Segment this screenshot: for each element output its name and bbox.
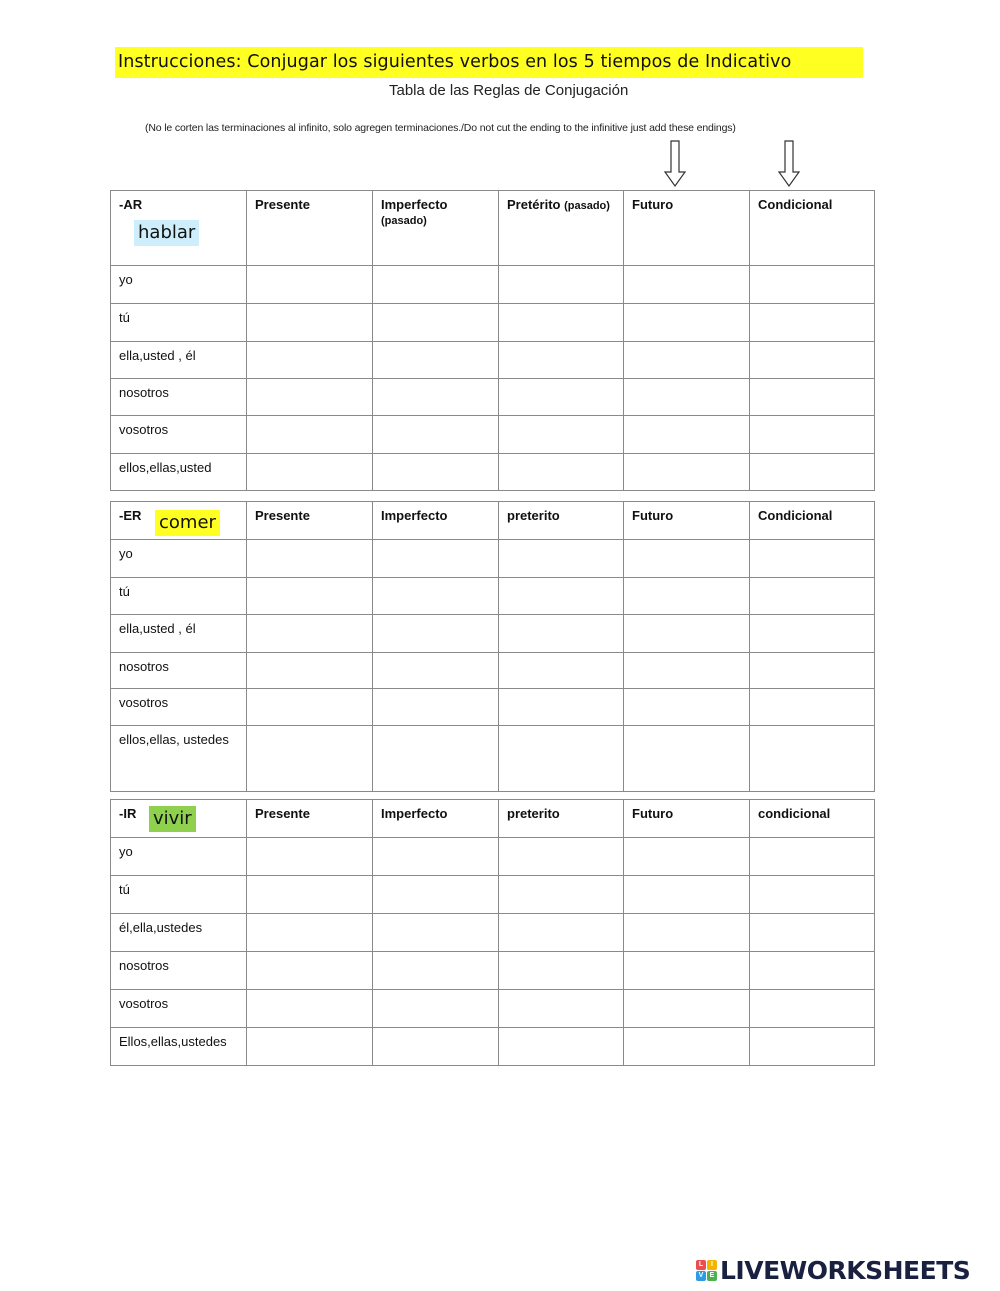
answer-cell[interactable]	[624, 689, 750, 726]
answer-cell[interactable]	[750, 838, 875, 876]
logo-text: LIVEWORKSHEETS	[720, 1255, 971, 1285]
header-futuro: Futuro	[624, 191, 750, 266]
answer-cell[interactable]	[624, 454, 750, 491]
table-row	[111, 454, 875, 491]
answer-cell[interactable]	[373, 342, 499, 379]
answer-cell[interactable]	[624, 615, 750, 653]
answer-cell[interactable]	[624, 952, 750, 990]
answer-cell[interactable]	[750, 615, 875, 653]
answer-cell[interactable]	[750, 342, 875, 379]
answer-cell[interactable]	[373, 304, 499, 342]
answer-cell[interactable]	[624, 726, 750, 792]
pronoun-cell: ella,usted , él	[111, 615, 247, 653]
answer-cell[interactable]	[750, 952, 875, 990]
verb-vivir: vivir	[149, 806, 196, 832]
answer-cell[interactable]	[624, 914, 750, 952]
answer-cell[interactable]	[624, 266, 750, 304]
answer-cell[interactable]	[499, 653, 624, 689]
answer-cell[interactable]	[247, 914, 373, 952]
table-row	[111, 876, 875, 914]
answer-cell[interactable]	[750, 304, 875, 342]
table-row	[111, 838, 875, 876]
answer-cell[interactable]	[624, 876, 750, 914]
answer-cell[interactable]	[247, 1028, 373, 1066]
answer-cell[interactable]	[247, 416, 373, 454]
answer-cell[interactable]	[499, 952, 624, 990]
page-subtitle: Tabla de las Reglas de Conjugación	[389, 82, 629, 99]
pronoun-cell: yo	[111, 838, 247, 876]
pronoun-cell: yo	[111, 540, 247, 578]
answer-cell[interactable]	[624, 540, 750, 578]
table-row	[111, 304, 875, 342]
answer-cell[interactable]	[247, 689, 373, 726]
header-preterito: Pretérito (pasado)	[499, 191, 624, 266]
pronoun-cell: él,ella,ustedes	[111, 914, 247, 952]
answer-cell[interactable]	[247, 304, 373, 342]
pronoun-cell: nosotros	[111, 952, 247, 990]
group-label-cell	[111, 800, 247, 838]
pronoun-cell: tú	[111, 876, 247, 914]
answer-cell[interactable]	[750, 914, 875, 952]
header-condicional: Condicional	[750, 502, 875, 540]
answer-cell[interactable]	[750, 416, 875, 454]
answer-cell[interactable]	[624, 653, 750, 689]
answer-cell[interactable]	[247, 653, 373, 689]
pronoun-cell: tú	[111, 304, 247, 342]
pronoun-cell: ellos,ellas, ustedes	[111, 726, 247, 792]
table-row	[111, 342, 875, 379]
table-row	[111, 615, 875, 653]
group-label-cell	[111, 502, 247, 540]
answer-cell[interactable]	[499, 304, 624, 342]
answer-cell[interactable]	[750, 990, 875, 1028]
header-presente: Presente	[247, 800, 373, 838]
er-conjugation-table	[110, 501, 875, 792]
pronoun-cell: vosotros	[111, 689, 247, 726]
header-imperfecto: Imperfecto	[373, 502, 499, 540]
answer-cell[interactable]	[624, 379, 750, 416]
answer-cell[interactable]	[750, 578, 875, 615]
answer-cell[interactable]	[373, 578, 499, 615]
answer-cell[interactable]	[499, 615, 624, 653]
pronoun-cell: yo	[111, 266, 247, 304]
group-label: -ER	[119, 508, 142, 523]
table-row	[111, 990, 875, 1028]
answer-cell[interactable]	[373, 653, 499, 689]
answer-cell[interactable]	[373, 838, 499, 876]
answer-cell[interactable]	[373, 952, 499, 990]
answer-cell[interactable]	[624, 304, 750, 342]
answer-cell[interactable]	[373, 454, 499, 491]
answer-cell[interactable]	[750, 266, 875, 304]
answer-cell[interactable]	[247, 726, 373, 792]
verb-hablar: hablar	[134, 220, 199, 246]
table-row	[111, 578, 875, 615]
liveworksheets-logo[interactable]	[696, 1253, 970, 1287]
header-presente: Presente	[247, 191, 373, 266]
answer-cell[interactable]	[373, 990, 499, 1028]
table-row	[111, 540, 875, 578]
answer-cell[interactable]	[750, 876, 875, 914]
answer-cell[interactable]	[247, 615, 373, 653]
answer-cell[interactable]	[247, 540, 373, 578]
answer-cell[interactable]	[624, 838, 750, 876]
group-label: -AR	[119, 197, 143, 212]
answer-cell[interactable]	[247, 578, 373, 615]
answer-cell[interactable]	[499, 726, 624, 792]
answer-cell[interactable]	[624, 578, 750, 615]
header-preterito: preterito	[499, 502, 624, 540]
answer-cell[interactable]	[247, 454, 373, 491]
group-label-cell	[111, 191, 247, 266]
answer-cell[interactable]	[247, 952, 373, 990]
answer-cell[interactable]	[373, 914, 499, 952]
down-arrow-icon	[778, 140, 800, 188]
header-imperfecto: Imperfecto (pasado)	[373, 191, 499, 266]
table-row	[111, 914, 875, 952]
pronoun-cell: vosotros	[111, 990, 247, 1028]
answer-cell[interactable]	[624, 416, 750, 454]
answer-cell[interactable]	[624, 990, 750, 1028]
instructions-banner: Instrucciones: Conjugar los siguientes verbos en los 5 tiempos de Indicativo	[115, 47, 863, 78]
table-row	[111, 416, 875, 454]
table-row	[111, 266, 875, 304]
answer-cell[interactable]	[499, 838, 624, 876]
answer-cell[interactable]	[499, 1028, 624, 1066]
answer-cell[interactable]	[499, 914, 624, 952]
answer-cell[interactable]	[499, 379, 624, 416]
answer-cell[interactable]	[373, 726, 499, 792]
answer-cell[interactable]	[373, 876, 499, 914]
answer-cell[interactable]	[373, 379, 499, 416]
answer-cell[interactable]	[247, 838, 373, 876]
answer-cell[interactable]	[624, 1028, 750, 1066]
answer-cell[interactable]	[499, 416, 624, 454]
header-futuro: Futuro	[624, 502, 750, 540]
table-row	[111, 952, 875, 990]
pronoun-cell: nosotros	[111, 379, 247, 416]
answer-cell[interactable]	[499, 342, 624, 379]
answer-cell[interactable]	[499, 689, 624, 726]
answer-cell[interactable]	[499, 876, 624, 914]
answer-cell[interactable]	[750, 379, 875, 416]
answer-cell[interactable]	[247, 266, 373, 304]
answer-cell[interactable]	[373, 540, 499, 578]
answer-cell[interactable]	[499, 540, 624, 578]
answer-cell[interactable]	[373, 1028, 499, 1066]
table-header-row	[111, 191, 875, 266]
answer-cell[interactable]	[750, 454, 875, 491]
header-imperfecto: Imperfecto	[373, 800, 499, 838]
pronoun-cell: ella,usted , él	[111, 342, 247, 379]
pronoun-cell: nosotros	[111, 653, 247, 689]
answer-cell[interactable]	[750, 726, 875, 792]
ar-conjugation-table	[110, 190, 875, 491]
instruction-note: (No le corten las terminaciones al infinito, solo agregen terminaciones./Do not cut the ending to the infinitive just add these endings)	[145, 122, 736, 134]
answer-cell[interactable]	[247, 990, 373, 1028]
answer-cell[interactable]	[499, 454, 624, 491]
answer-cell[interactable]	[624, 342, 750, 379]
liveworksheets-logo-icon: L I V E	[696, 1260, 717, 1281]
answer-cell[interactable]	[499, 990, 624, 1028]
answer-cell[interactable]	[373, 615, 499, 653]
answer-cell[interactable]	[499, 266, 624, 304]
answer-cell[interactable]	[247, 876, 373, 914]
table-header-row	[111, 800, 875, 838]
answer-cell[interactable]	[750, 689, 875, 726]
answer-cell[interactable]	[373, 689, 499, 726]
header-futuro: Futuro	[624, 800, 750, 838]
pronoun-cell: ellos,ellas,usted	[111, 454, 247, 491]
table-row	[111, 689, 875, 726]
pronoun-cell: Ellos,ellas,ustedes	[111, 1028, 247, 1066]
header-presente: Presente	[247, 502, 373, 540]
table-row	[111, 379, 875, 416]
answer-cell[interactable]	[247, 342, 373, 379]
header-preterito: preterito	[499, 800, 624, 838]
answer-cell[interactable]	[499, 578, 624, 615]
answer-cell[interactable]	[750, 540, 875, 578]
header-condicional: condicional	[750, 800, 875, 838]
pronoun-cell: tú	[111, 578, 247, 615]
answer-cell[interactable]	[750, 653, 875, 689]
down-arrow-icon	[664, 140, 686, 188]
answer-cell[interactable]	[750, 1028, 875, 1066]
answer-cell[interactable]	[247, 379, 373, 416]
verb-comer: comer	[155, 510, 220, 536]
table-row	[111, 726, 875, 792]
answer-cell[interactable]	[373, 266, 499, 304]
header-condicional: Condicional	[750, 191, 875, 266]
table-row	[111, 1028, 875, 1066]
table-row	[111, 653, 875, 689]
group-label: -IR	[119, 806, 137, 821]
pronoun-cell: vosotros	[111, 416, 247, 454]
ir-conjugation-table	[110, 799, 875, 1066]
answer-cell[interactable]	[373, 416, 499, 454]
table-header-row	[111, 502, 875, 540]
